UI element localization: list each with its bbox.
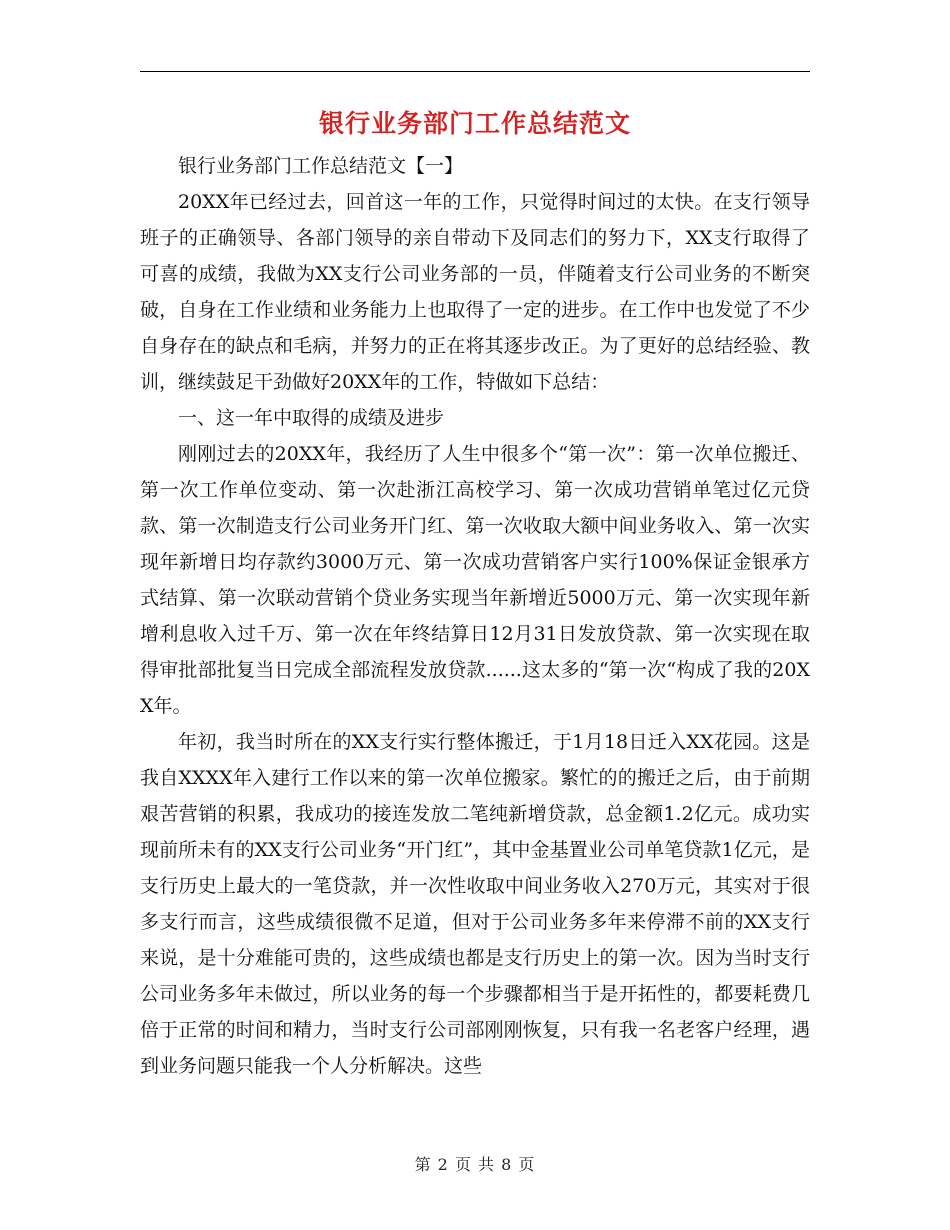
subsection-heading: 一、这一年中取得的成绩及进步: [178, 407, 445, 429]
paragraph: 年初，我当时所在的XX支行实行整体搬迁，于1月18日迁入XX花园。这是我自XXXX年入建行工作以来的第一次单位搬家。繁忙的的搬迁之后，由于前期艰苦营销的积累，我成功的接连发放二笔纯新增贷款，总金额1.2亿元。成功实现前所未有的XX支行公司业务“开门红”，其中金基置业公司单笔贷款1亿元，是支行历史上最大的一笔贷款，并一次性收取中间业务收入270万元，其实对于很多支行而言，这些成绩很微不足道，但对于公司业务多年来停滞不前的XX支行来说，是十分难能可贵的，这些成绩也都是支行历史上的第一次。因为当时支行公司业务多年未做过，所以业务的每一个步骤都相当于是开拓性的，都要耗费几倍于正常的时间和精力，当时支行公司部刚刚恢复，只有我一名老客户经理，遇到业务问题只能我一个人分析解决。这些: [140, 731, 810, 1077]
page-number: 第 2 页 共 8 页: [414, 1155, 536, 1174]
document-body: [140, 148, 810, 1084]
paragraph: 刚刚过去的20XX年，我经历了人生中很多个“第一次”：第一次单位搬迁、第一次工作单位变动、第一次赴浙江高校学习、第一次成功营销单笔过亿元贷款、第一次制造支行公司业务开门红、第一次收取大额中间业务收入、第一次实现年新增日均存款约3000万元、第一次成功营销客户实行100%保证金银承方式结算、第一次联动营销个贷业务实现当年新增近5000万元、第一次实现年新增利息收入过千万、第一次在年终结算日12月31日发放贷款、第一次实现在取得审批部批复当日完成全部流程发放贷款......这太多的“第一次“构成了我的20XX年。: [140, 443, 810, 717]
header-rule: [140, 71, 810, 72]
section-heading: 银行业务部门工作总结范文【一】: [178, 155, 464, 177]
paragraph: 20XX年已经过去，回首这一年的工作，只觉得时间过的太快。在支行领导班子的正确领导、各部门领导的亲自带动下及同志们的努力下，XX支行取得了可喜的成绩，我做为XX支行公司业务部的一员，伴随着支行公司业务的不断突破，自身在工作业绩和业务能力上也取得了一定的进步。在工作中也发觉了不少自身存在的缺点和毛病，并努力的正在将其逐步改正。为了更好的总结经验、教训，继续鼓足干劲做好20XX年的工作，特做如下总结：: [140, 191, 810, 393]
document-title: 银行业务部门工作总结范文: [318, 109, 631, 138]
